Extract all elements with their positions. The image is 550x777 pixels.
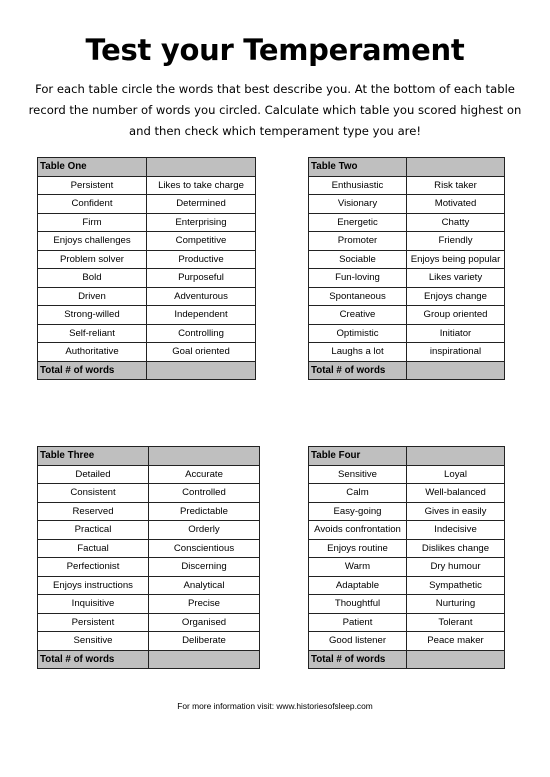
word-cell[interactable]: Calm [309,484,407,503]
word-row [38,287,256,306]
word-cell[interactable]: Enjoys change [407,287,505,306]
word-cell[interactable]: Strong-willed [38,306,147,325]
word-row [38,232,256,251]
word-cell[interactable]: Fun-loving [309,269,407,288]
word-cell[interactable]: Easy-going [309,502,407,521]
word-row [309,576,505,595]
word-row [309,343,505,362]
table-total-row [38,361,256,380]
table-one [37,157,256,380]
word-row [38,269,256,288]
word-cell[interactable]: Well-balanced [407,484,505,503]
word-cell[interactable]: Independent [147,306,256,325]
word-row [309,613,505,632]
page-title: Test your Temperament [85,33,465,67]
word-cell[interactable]: Controlling [147,324,256,343]
word-cell[interactable]: Persistent [38,176,147,195]
word-cell[interactable]: Dislikes change [407,539,505,558]
word-row [38,613,260,632]
table-heading: Table Two [309,158,407,177]
word-row [38,576,260,595]
word-cell[interactable]: Indecisive [407,521,505,540]
table-heading: Table Three [38,447,149,466]
word-row [309,595,505,614]
word-row [309,521,505,540]
word-cell[interactable]: Detailed [38,465,149,484]
word-cell[interactable]: Accurate [149,465,260,484]
word-cell[interactable]: Loyal [407,465,505,484]
word-cell[interactable]: Reserved [38,502,149,521]
table-heading: Table Four [309,447,407,466]
word-cell[interactable]: Enjoys routine [309,539,407,558]
word-row [38,465,260,484]
word-cell[interactable]: Sympathetic [407,576,505,595]
word-cell[interactable]: Problem solver [38,250,147,269]
table-total-row [309,361,505,380]
word-row [38,502,260,521]
total-count-field[interactable] [147,361,256,380]
word-cell[interactable]: Visionary [309,195,407,214]
word-cell[interactable]: Risk taker [407,176,505,195]
word-cell[interactable]: Thoughtful [309,595,407,614]
word-row [38,324,256,343]
word-cell[interactable]: Enthusiastic [309,176,407,195]
word-cell[interactable]: Bold [38,269,147,288]
word-row [38,250,256,269]
total-label: Total # of words [38,361,147,380]
total-label: Total # of words [309,650,407,669]
table-header-row [309,447,505,466]
word-row [38,632,260,651]
table-total-row [309,650,505,669]
table-total-row [38,650,260,669]
word-row [309,324,505,343]
word-cell[interactable]: Patient [309,613,407,632]
word-cell[interactable]: Organised [149,613,260,632]
word-cell[interactable]: Sociable [309,250,407,269]
table-two [308,157,505,380]
word-cell[interactable]: Factual [38,539,149,558]
footer-info: For more information visit: www.historiesofsleep.com [177,701,373,711]
word-cell[interactable]: Likes variety [407,269,505,288]
word-row [309,195,505,214]
word-cell[interactable]: Determined [147,195,256,214]
word-cell[interactable]: Chatty [407,213,505,232]
word-row [38,484,260,503]
word-cell[interactable]: Adaptable [309,576,407,595]
word-cell[interactable]: Productive [147,250,256,269]
word-cell[interactable]: Friendly [407,232,505,251]
word-cell[interactable]: Consistent [38,484,149,503]
word-cell[interactable]: Laughs a lot [309,343,407,362]
word-cell[interactable]: Motivated [407,195,505,214]
word-row [38,595,260,614]
word-cell[interactable]: Sensitive [38,632,149,651]
word-row [38,343,256,362]
word-cell[interactable]: Persistent [38,613,149,632]
word-cell[interactable]: Adventurous [147,287,256,306]
table-heading-blank [147,158,256,177]
word-cell[interactable]: Confident [38,195,147,214]
total-count-field[interactable] [407,361,505,380]
word-cell[interactable]: Group oriented [407,306,505,325]
word-cell[interactable]: Spontaneous [309,287,407,306]
word-cell[interactable]: Inquisitive [38,595,149,614]
word-row [38,195,256,214]
word-cell[interactable]: Goal oriented [147,343,256,362]
word-cell[interactable]: Tolerant [407,613,505,632]
word-cell[interactable]: Dry humour [407,558,505,577]
word-row [38,213,256,232]
word-cell[interactable]: Nurturing [407,595,505,614]
word-row [309,250,505,269]
word-cell[interactable]: Discerning [149,558,260,577]
word-row [38,539,260,558]
word-cell[interactable]: Enjoys being popular [407,250,505,269]
word-cell[interactable]: Conscientious [149,539,260,558]
word-cell[interactable]: Promoter [309,232,407,251]
word-cell[interactable]: inspirational [407,343,505,362]
total-count-field[interactable] [149,650,260,669]
word-cell[interactable]: Controlled [149,484,260,503]
word-row [309,558,505,577]
total-label: Total # of words [309,361,407,380]
word-cell[interactable]: Practical [38,521,149,540]
word-cell[interactable]: Perfectionist [38,558,149,577]
word-row [309,484,505,503]
word-cell[interactable]: Energetic [309,213,407,232]
table-three [37,446,260,669]
table-heading: Table One [38,158,147,177]
table-header-row [38,447,260,466]
word-cell[interactable]: Purposeful [147,269,256,288]
total-count-field[interactable] [407,650,505,669]
word-cell[interactable]: Enjoys challenges [38,232,147,251]
word-cell[interactable]: Enjoys instructions [38,576,149,595]
word-cell[interactable]: Sensitive [309,465,407,484]
word-cell[interactable]: Avoids confrontation [309,521,407,540]
word-row [38,306,256,325]
table-header-row [309,158,505,177]
word-cell[interactable]: Likes to take charge [147,176,256,195]
word-row [38,558,260,577]
word-row [38,176,256,195]
word-row [309,502,505,521]
word-cell[interactable]: Authoritative [38,343,147,362]
word-cell[interactable]: Predictable [149,502,260,521]
table-heading-blank [407,447,505,466]
word-cell[interactable]: Self-reliant [38,324,147,343]
word-cell[interactable]: Creative [309,306,407,325]
table-four [308,446,505,669]
word-row [309,213,505,232]
word-row [309,232,505,251]
word-cell[interactable]: Competitive [147,232,256,251]
word-cell[interactable]: Peace maker [407,632,505,651]
word-cell[interactable]: Gives in easily [407,502,505,521]
word-row [309,539,505,558]
word-row [309,632,505,651]
word-row [309,306,505,325]
table-heading-blank [407,158,505,177]
instructions-paragraph: For each table circle the words that best describe you. At the bottom of each table record the number of words you circled. Calculate which table you scored highest on and then check which temperament type you are! [28,82,522,138]
word-row [309,176,505,195]
word-row [309,269,505,288]
word-cell[interactable]: Enterprising [147,213,256,232]
word-row [38,521,260,540]
word-cell[interactable]: Warm [309,558,407,577]
total-label: Total # of words [38,650,149,669]
word-cell[interactable]: Precise [149,595,260,614]
word-cell[interactable]: Driven [38,287,147,306]
word-cell[interactable]: Initiator [407,324,505,343]
word-cell[interactable]: Optimistic [309,324,407,343]
word-cell[interactable]: Firm [38,213,147,232]
word-row [309,465,505,484]
word-cell[interactable]: Deliberate [149,632,260,651]
table-heading-blank [149,447,260,466]
word-cell[interactable]: Orderly [149,521,260,540]
word-row [309,287,505,306]
table-header-row [38,158,256,177]
word-cell[interactable]: Analytical [149,576,260,595]
word-cell[interactable]: Good listener [309,632,407,651]
